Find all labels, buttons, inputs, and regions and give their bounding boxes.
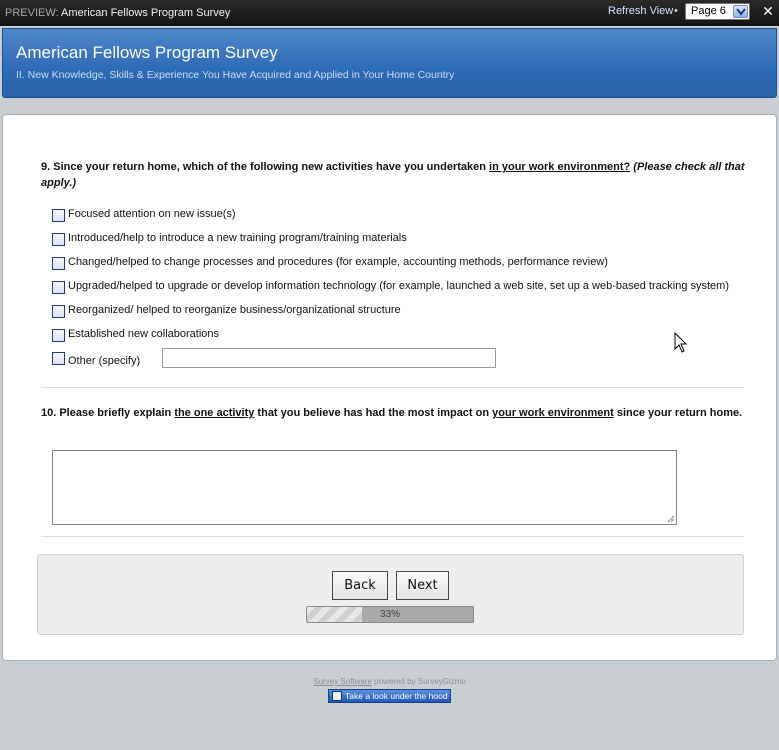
close-icon[interactable]: ✕	[762, 3, 774, 19]
progress-label: 33%	[379, 609, 400, 620]
preview-bar	[0, 0, 779, 26]
survey-software-link[interactable]: Survey Software	[313, 677, 372, 686]
hood-icon	[332, 691, 342, 701]
mouse-cursor-icon	[674, 332, 688, 354]
checkbox[interactable]	[52, 233, 65, 246]
page-select-value: Page 6	[691, 5, 726, 17]
separator-dot: •	[674, 5, 678, 17]
under-the-hood-button[interactable]: Take a look under the hood	[328, 689, 451, 703]
checkbox[interactable]	[52, 329, 65, 342]
question-9-text: 9. Since your return home, which of the following new activities have you undertaken in your work environment? (Please check all that apply.)	[41, 161, 745, 189]
divider	[41, 387, 744, 388]
page-select[interactable]	[685, 3, 750, 20]
question-10-textarea[interactable]	[52, 450, 677, 525]
checkbox[interactable]	[52, 281, 65, 294]
checkbox[interactable]	[52, 352, 65, 365]
survey-header	[2, 28, 777, 98]
checkbox[interactable]	[52, 209, 65, 222]
checkbox[interactable]	[52, 257, 65, 270]
divider	[41, 536, 744, 537]
section-subtitle: II. New Knowledge, Skills & Experience You Have Acquired and Applied in Your Home Country	[16, 69, 455, 81]
checkbox[interactable]	[52, 305, 65, 318]
other-specify-input[interactable]	[162, 348, 496, 368]
back-button[interactable]: Back	[332, 571, 388, 600]
resize-grip-icon[interactable]	[666, 514, 675, 523]
next-button[interactable]: Next	[396, 571, 449, 600]
credits: Survey Software powered by SurveyGizmo	[313, 677, 466, 686]
navigation-panel	[37, 554, 744, 635]
survey-card: 9. Since your return home, which of the following new activities have you undertaken in your work environment? (Please check all that apply.) Focused attention on new issue(s) Introduced/help to introduce a new training program/training materials Changed/helped to change processes and procedures (for example, accounting methods, performance review) Upgraded/helped to upgrade or develop information technology (for example, launched a web site, set up a web-based tracking system) Reorganized/ helped to reorganize business/organizational structure Established new collaborations Other (specify) 10. Please briefly explain the one activity that you believe has had the most impact on your work environment since your return home. Back Next 33%	[2, 114, 777, 661]
progress-bar	[306, 606, 474, 623]
survey-title: American Fellows Program Survey	[16, 43, 278, 62]
question-10-text: 10. Please briefly explain the one activity that you believe has had the most impact on your work environment since your return home.	[41, 407, 743, 419]
refresh-view-link[interactable]: Refresh View	[608, 5, 674, 17]
preview-title: PREVIEW: American Fellows Program Survey	[5, 7, 231, 19]
chevron-down-icon[interactable]	[733, 5, 748, 18]
